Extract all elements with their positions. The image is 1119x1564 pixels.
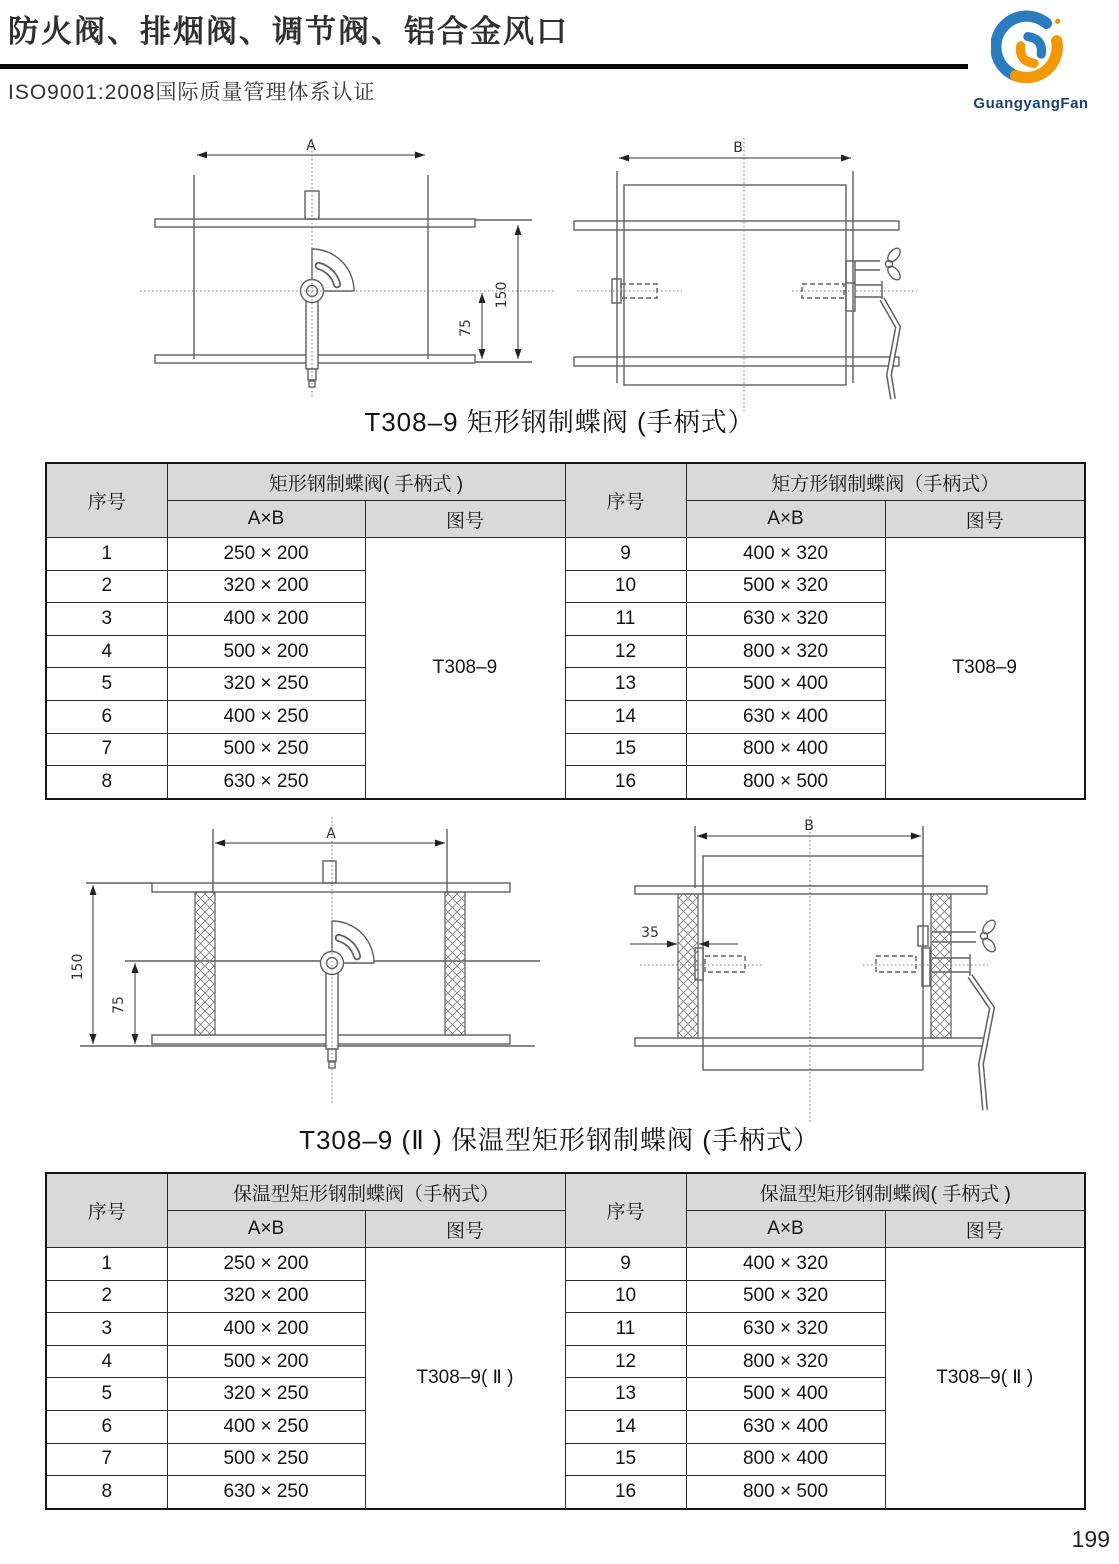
size-cell: 500 × 400: [686, 668, 885, 701]
size-cell: 500 × 400: [686, 1378, 885, 1411]
size-cell: 630 × 400: [686, 1410, 885, 1443]
size-cell: 800 × 500: [686, 766, 885, 799]
size-cell: 320 × 250: [167, 1378, 365, 1411]
handle-quadrant: [301, 249, 355, 387]
seq-cell: 5: [46, 1378, 167, 1411]
dim-label-B: B: [733, 140, 743, 156]
seq-header: 序号: [46, 1173, 167, 1248]
seq-cell: 2: [46, 1280, 167, 1313]
size-cell: 400 × 250: [167, 1410, 365, 1443]
seq-cell: 9: [565, 1248, 686, 1281]
size-header: A×B: [686, 1211, 885, 1248]
size-cell: 400 × 320: [686, 1248, 885, 1281]
top-flange: [574, 221, 899, 230]
size-cell: 400 × 250: [167, 700, 365, 733]
seq-cell: 15: [565, 1443, 686, 1476]
figure-header: 图号: [885, 501, 1085, 538]
right-group-header: 保温型矩形钢制蝶阀( 手柄式 ): [686, 1173, 1085, 1211]
centerlines: [577, 138, 917, 411]
handle-stem: [306, 299, 318, 369]
seq-header: 序号: [46, 463, 167, 538]
seq-cell: 13: [565, 668, 686, 701]
page-title: 防火阀、排烟阀、调节阀、铝合金风口: [8, 14, 569, 49]
valve-body: [574, 171, 899, 385]
seq-cell: 12: [565, 1345, 686, 1378]
dim-label-A: A: [306, 138, 316, 154]
logo-swirl-icon: [991, 10, 1071, 90]
size-cell: 800 × 320: [686, 1345, 885, 1378]
seq-cell: 11: [565, 603, 686, 636]
seq-cell: 7: [46, 1443, 167, 1476]
seq-cell: 3: [46, 1313, 167, 1346]
size-cell: 800 × 400: [686, 1443, 885, 1476]
dim-label-75: 75: [111, 996, 127, 1014]
insulated-valve-front-view-drawing: [70, 813, 570, 1111]
insulation-layer-left: [678, 894, 698, 1038]
size-cell: 500 × 200: [167, 1345, 365, 1378]
table-row: [46, 1248, 1085, 1281]
title-rule: [0, 64, 968, 69]
seq-header: 序号: [565, 463, 686, 538]
seq-cell: 6: [46, 700, 167, 733]
seq-cell: 6: [46, 1410, 167, 1443]
insulation-layer-right: [445, 892, 465, 1035]
iso-certification-text: ISO9001:2008国际质量管理体系认证: [8, 81, 376, 104]
seq-cell: 7: [46, 733, 167, 766]
handle-lever: [882, 299, 898, 399]
left-group-header: 保温型矩形钢制蝶阀（手柄式）: [167, 1173, 565, 1211]
seq-cell: 9: [565, 538, 686, 571]
figure1-caption: T308–9 矩形钢制蝶阀 (手柄式）: [364, 407, 755, 437]
insulation-layer-left: [195, 892, 215, 1035]
size-cell: 250 × 200: [167, 1248, 365, 1281]
valve-body: [80, 829, 540, 1046]
seq-cell: 16: [565, 766, 686, 799]
size-cell: 320 × 200: [167, 1280, 365, 1313]
size-cell: 630 × 320: [686, 603, 885, 636]
size-cell: 400 × 320: [686, 538, 885, 571]
dim-label-B: B: [804, 818, 814, 834]
seq-cell: 14: [565, 1410, 686, 1443]
dimension-lines: [93, 843, 445, 1044]
valve-side-view-drawing: [562, 133, 992, 418]
size-header: A×B: [167, 1211, 365, 1248]
size-cell: 500 × 320: [686, 570, 885, 603]
logo-text: GuangyangFan: [973, 95, 1089, 112]
valve-front-view-drawing: [140, 133, 560, 405]
size-cell: 630 × 400: [686, 700, 885, 733]
handle-lever: [970, 976, 992, 1110]
size-cell: 320 × 200: [167, 570, 365, 603]
insulated-valve-side-view-drawing: [598, 808, 1048, 1130]
dim-label-35: 35: [641, 925, 659, 941]
seq-cell: 1: [46, 1248, 167, 1281]
top-flange: [152, 883, 510, 892]
seq-cell: 1: [46, 538, 167, 571]
size-cell: 800 × 320: [686, 635, 885, 668]
seq-cell: 15: [565, 733, 686, 766]
size-cell: 630 × 320: [686, 1313, 885, 1346]
bottom-flange: [635, 1038, 987, 1046]
dim-label-75: 75: [458, 319, 474, 337]
seq-cell: 4: [46, 635, 167, 668]
seq-cell: 13: [565, 1378, 686, 1411]
seq-cell: 4: [46, 1345, 167, 1378]
size-cell: 400 × 200: [167, 1313, 365, 1346]
company-logo: [972, 10, 1090, 112]
size-cell: 630 × 250: [167, 1476, 365, 1509]
size-header: A×B: [686, 501, 885, 538]
dimension-lines: [630, 836, 921, 944]
size-cell: 500 × 250: [167, 733, 365, 766]
page-number: 199: [1071, 1526, 1110, 1552]
size-table-standard: [45, 462, 1086, 800]
size-cell: 320 × 250: [167, 668, 365, 701]
dim-label-150: 150: [70, 953, 86, 981]
size-cell: 800 × 400: [686, 733, 885, 766]
figure-cell: T308–9( Ⅱ ): [885, 1248, 1085, 1509]
size-cell: 500 × 320: [686, 1280, 885, 1313]
left-group-header: 矩形钢制蝶阀( 手柄式 ): [167, 463, 565, 501]
seq-cell: 2: [46, 570, 167, 603]
seq-cell: 16: [565, 1476, 686, 1509]
wing-nut: [980, 918, 997, 954]
size-cell: 800 × 500: [686, 1476, 885, 1509]
seq-cell: 10: [565, 1280, 686, 1313]
right-group-header: 矩方形钢制蝶阀（手柄式）: [686, 463, 1085, 501]
shaft-end: [323, 861, 336, 883]
figure-cell: T308–9: [885, 538, 1085, 799]
seq-cell: 14: [565, 700, 686, 733]
seq-header: 序号: [565, 1173, 686, 1248]
figure2-caption: T308–9 (Ⅱ ) 保温型矩形钢制蝶阀 (手柄式）: [299, 1125, 820, 1155]
seq-cell: 12: [565, 635, 686, 668]
size-header: A×B: [167, 501, 365, 538]
figure-cell: T308–9( Ⅱ ): [365, 1248, 565, 1509]
figure-header: 图号: [885, 1211, 1085, 1248]
seq-cell: 10: [565, 570, 686, 603]
dim-label-150: 150: [494, 281, 510, 309]
size-cell: 500 × 250: [167, 1443, 365, 1476]
bottom-flange: [574, 357, 899, 366]
size-cell: 500 × 200: [167, 635, 365, 668]
seq-cell: 8: [46, 1476, 167, 1509]
seq-cell: 11: [565, 1313, 686, 1346]
seq-cell: 3: [46, 603, 167, 636]
size-table-insulated: [45, 1172, 1086, 1510]
wing-nut: [885, 246, 902, 282]
seq-cell: 5: [46, 668, 167, 701]
table-row: [46, 538, 1085, 571]
figure-header: 图号: [365, 501, 565, 538]
insulation-layer-right: [931, 894, 951, 1038]
size-cell: 250 × 200: [167, 538, 365, 571]
top-flange: [635, 886, 987, 894]
size-cell: 630 × 250: [167, 766, 365, 799]
dim-label-A: A: [326, 826, 336, 842]
figure-cell: T308–9: [365, 538, 565, 799]
top-flange: [155, 219, 475, 227]
seq-cell: 8: [46, 766, 167, 799]
size-cell: 400 × 200: [167, 603, 365, 636]
figure-header: 图号: [365, 1211, 565, 1248]
